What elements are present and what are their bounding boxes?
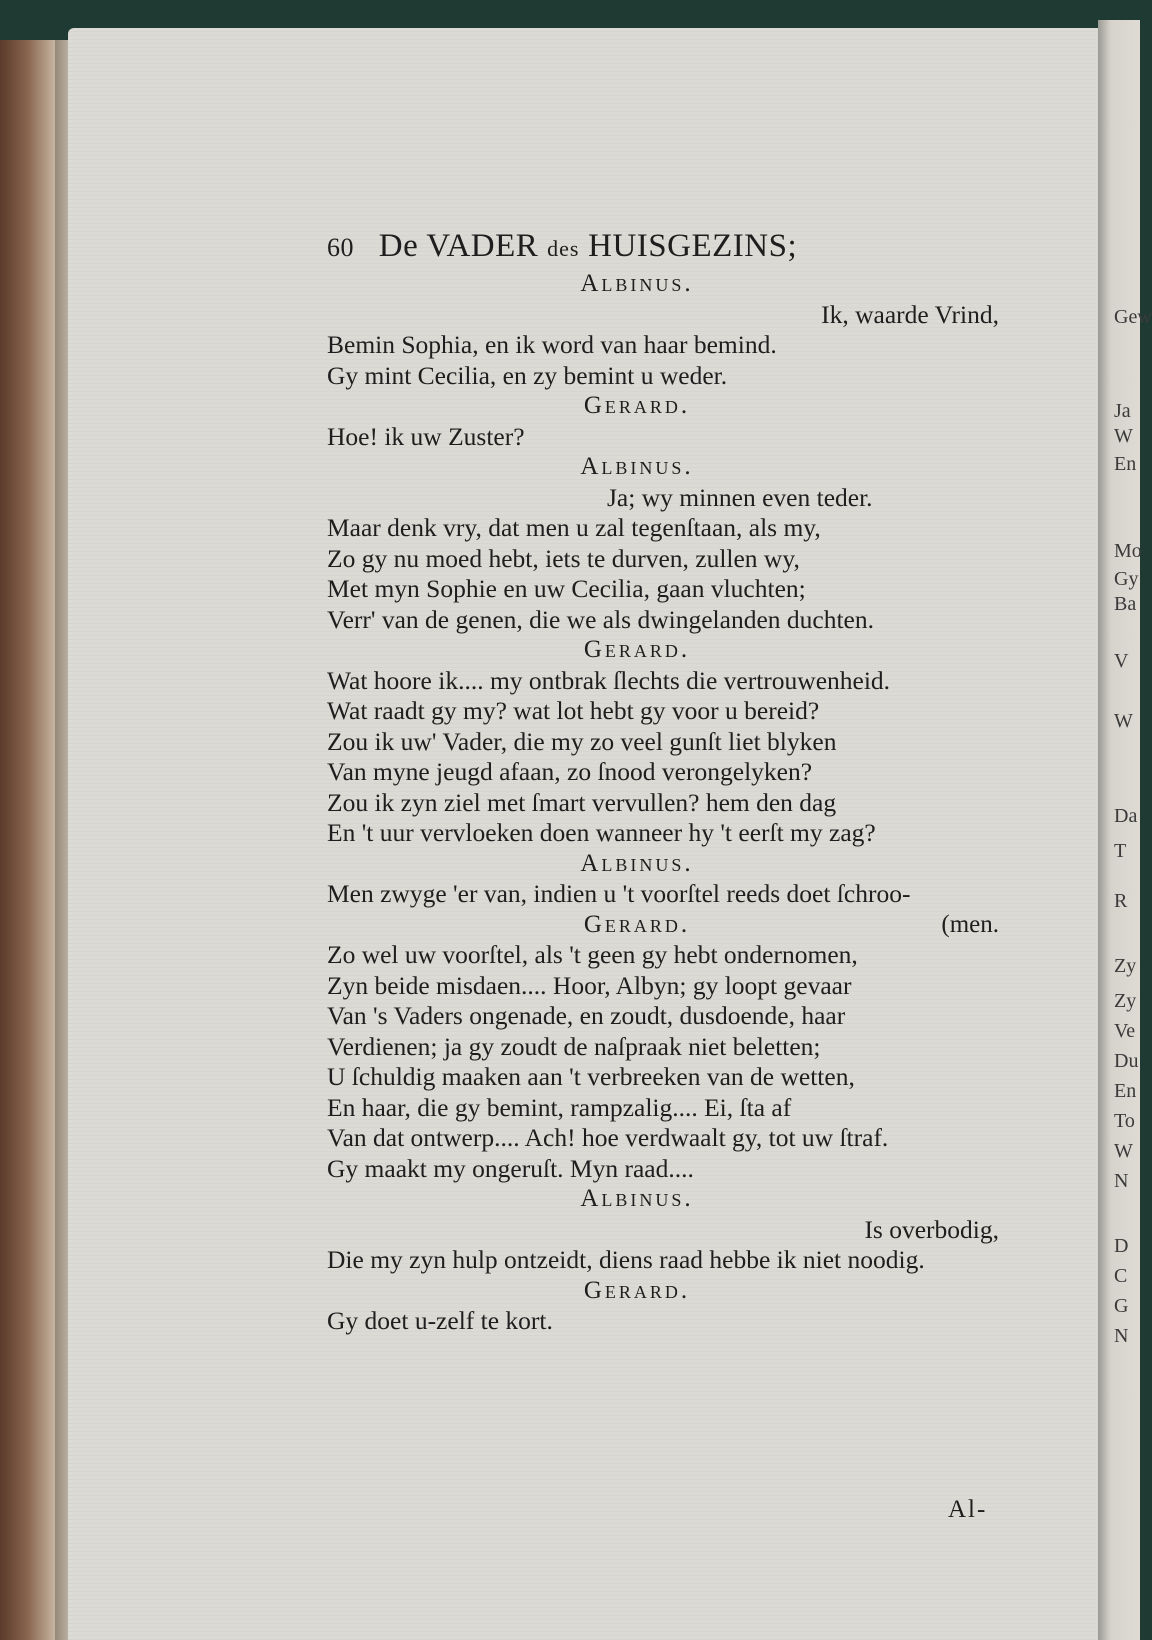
next-page-fragment: D bbox=[1114, 1235, 1129, 1257]
line-text: Ja; wy minnen even teder. bbox=[607, 482, 873, 512]
verse-line bbox=[327, 727, 1007, 758]
line-text: Zo gy nu moed hebt, iets te durven, zullen wy, bbox=[327, 543, 800, 573]
title-prefix: De bbox=[378, 228, 419, 264]
verse-line bbox=[327, 666, 1007, 697]
line-text: Met myn Sophie en uw Cecilia, gaan vluchten; bbox=[327, 574, 806, 603]
next-page-fragment: T bbox=[1114, 840, 1127, 862]
speaker-name bbox=[327, 635, 1007, 666]
line-text: En 't uur vervloeken doen wanneer hy 't eerſt my zag? bbox=[327, 818, 876, 847]
line-text: Zo wel uw voorſtel, als 't geen gy hebt ondernomen, bbox=[327, 940, 858, 969]
next-page-fragment: Mo bbox=[1114, 540, 1142, 562]
line-text: En haar, die gy bemint, rampzalig.... Ei, ſta af bbox=[327, 1092, 792, 1122]
next-page-fragment: Zy bbox=[1114, 955, 1137, 977]
verse-line bbox=[327, 483, 1007, 514]
line-text: Verr' van de genen, die we als dwingelanden duchten. bbox=[327, 604, 874, 634]
line-text: Albinus. bbox=[580, 270, 694, 297]
verse-line bbox=[327, 1032, 1007, 1063]
running-header bbox=[327, 226, 1007, 269]
speaker-name bbox=[327, 391, 1007, 422]
next-page-fragment: Ba bbox=[1114, 593, 1137, 615]
next-page-fragment: W bbox=[1114, 710, 1133, 732]
next-page-fragment: C bbox=[1114, 1265, 1128, 1287]
next-page-fragment: Da bbox=[1114, 805, 1138, 827]
verse-line bbox=[327, 1123, 1007, 1154]
line-text: Verdienen; ja gy zoudt de naſpraak niet beletten; bbox=[327, 1031, 821, 1061]
next-page-fragment: To bbox=[1114, 1110, 1135, 1132]
line-text: Men zwyge 'er van, indien u 't voorſtel reeds doet ſchroo- bbox=[327, 879, 911, 908]
verse-line bbox=[327, 605, 1007, 636]
verse-line bbox=[327, 879, 1007, 910]
carried-word: (men. bbox=[941, 910, 999, 938]
next-page-fragment: G bbox=[1114, 1295, 1129, 1317]
line-text: Ik, waarde Vrind, bbox=[821, 299, 999, 329]
next-page-fragment: V bbox=[1114, 650, 1129, 672]
next-page-fragment: Gy bbox=[1114, 568, 1139, 590]
next-page-fragment: Gew bbox=[1114, 306, 1152, 328]
line-text: Gy mint Cecilia, en zy bemint u weder. bbox=[327, 360, 728, 390]
next-page-edge bbox=[1098, 20, 1152, 1640]
verse-line bbox=[327, 1154, 1007, 1185]
speaker-name bbox=[327, 269, 1007, 300]
line-text: Albinus. bbox=[580, 1185, 694, 1212]
catchword: Al- bbox=[948, 1496, 988, 1523]
line-text: Gerard. bbox=[583, 392, 691, 419]
line-text: Zyn beide misdaen.... Hoor, Albyn; gy loopt gevaar bbox=[327, 970, 852, 1000]
title-main: VADER bbox=[426, 228, 539, 264]
line-text: Gerard. bbox=[583, 636, 691, 663]
page-text bbox=[327, 226, 1007, 1337]
next-page-fragment: W bbox=[1114, 425, 1133, 447]
title-des: des bbox=[547, 236, 580, 261]
next-page-fragment: Du bbox=[1114, 1050, 1139, 1072]
verse-line bbox=[327, 1093, 1007, 1124]
next-page-fragment: Ja bbox=[1114, 400, 1131, 422]
verse-line bbox=[327, 971, 1007, 1002]
verse-line bbox=[327, 818, 1007, 849]
line-text: Van myne jeugd afaan, zo ſnood verongelyken? bbox=[327, 757, 813, 786]
next-page-fragment: R bbox=[1114, 890, 1128, 912]
verse-line bbox=[327, 513, 1007, 544]
speaker-name bbox=[327, 1276, 1007, 1307]
verse-line bbox=[327, 757, 1007, 788]
verse-line bbox=[327, 940, 1007, 971]
next-page-fragment: N bbox=[1114, 1325, 1129, 1347]
next-page-fragment: En bbox=[1114, 453, 1137, 475]
verse-line bbox=[327, 1215, 1007, 1246]
line-text: Bemin Sophia, en ik word van haar bemind. bbox=[327, 330, 777, 359]
next-page-fragment: W bbox=[1114, 1140, 1133, 1162]
title-end: HUISGEZINS; bbox=[588, 228, 798, 264]
verse-line bbox=[327, 330, 1007, 361]
line-text: Albinus. bbox=[580, 849, 694, 877]
speaker-name bbox=[327, 452, 1007, 483]
speaker-name bbox=[327, 910, 1007, 941]
next-page-fragment: Ve bbox=[1114, 1020, 1136, 1042]
speaker-name bbox=[327, 849, 1007, 880]
line-text: U ſchuldig maaken aan 't verbreeken van de wetten, bbox=[327, 1062, 855, 1091]
verse-lines bbox=[327, 269, 1007, 1337]
line-text: Gy doet u-zelf te kort. bbox=[327, 1306, 553, 1335]
line-text: Van 's Vaders ongenade, en zoudt, dusdoende, haar bbox=[327, 1001, 846, 1030]
page-number: 60 bbox=[327, 233, 354, 262]
next-page-fragment: N bbox=[1114, 1170, 1129, 1192]
line-text: Gy maakt my ongeruſt. Myn raad.... bbox=[327, 1153, 694, 1183]
line-text: Maar denk vry, dat men u zal tegenſtaan, als my, bbox=[327, 513, 821, 542]
verse-line bbox=[327, 696, 1007, 727]
verse-line bbox=[327, 1245, 1007, 1276]
line-text: Die my zyn hulp ontzeidt, diens raad hebbe ik niet noodig. bbox=[327, 1245, 925, 1274]
verse-line bbox=[327, 544, 1007, 575]
line-text: Van dat ontwerp.... Ach! hoe verdwaalt gy, tot uw ſtraf. bbox=[327, 1123, 889, 1152]
verse-line bbox=[327, 361, 1007, 392]
verse-line bbox=[327, 1306, 1007, 1337]
verse-line bbox=[327, 1001, 1007, 1032]
line-text: Zou ik uw' Vader, die my zo veel gunſt liet blyken bbox=[327, 726, 837, 756]
verse-line bbox=[327, 1062, 1007, 1093]
next-page-fragment: En bbox=[1114, 1080, 1137, 1102]
line-text: Wat hoore ik.... my ontbrak ſlechts die vertrouwenheid. bbox=[327, 665, 891, 695]
next-page-fragment: Zy bbox=[1114, 990, 1137, 1012]
verse-line bbox=[327, 422, 1007, 453]
verse-line bbox=[327, 788, 1007, 819]
line-text: Zou ik zyn ziel met ſmart vervullen? hem den dag bbox=[327, 787, 837, 817]
line-text: Albinus. bbox=[580, 453, 694, 480]
line-text: Wat raadt gy my? wat lot hebt gy voor u bereid? bbox=[327, 696, 820, 725]
line-text: Gerard. bbox=[583, 910, 691, 938]
verse-line bbox=[327, 574, 1007, 605]
line-text: Gerard. bbox=[583, 1276, 691, 1304]
speaker-name bbox=[327, 1184, 1007, 1215]
line-text: Is overbodig, bbox=[864, 1214, 999, 1244]
verse-line bbox=[327, 300, 1007, 331]
line-text: Hoe! ik uw Zuster? bbox=[327, 421, 525, 451]
